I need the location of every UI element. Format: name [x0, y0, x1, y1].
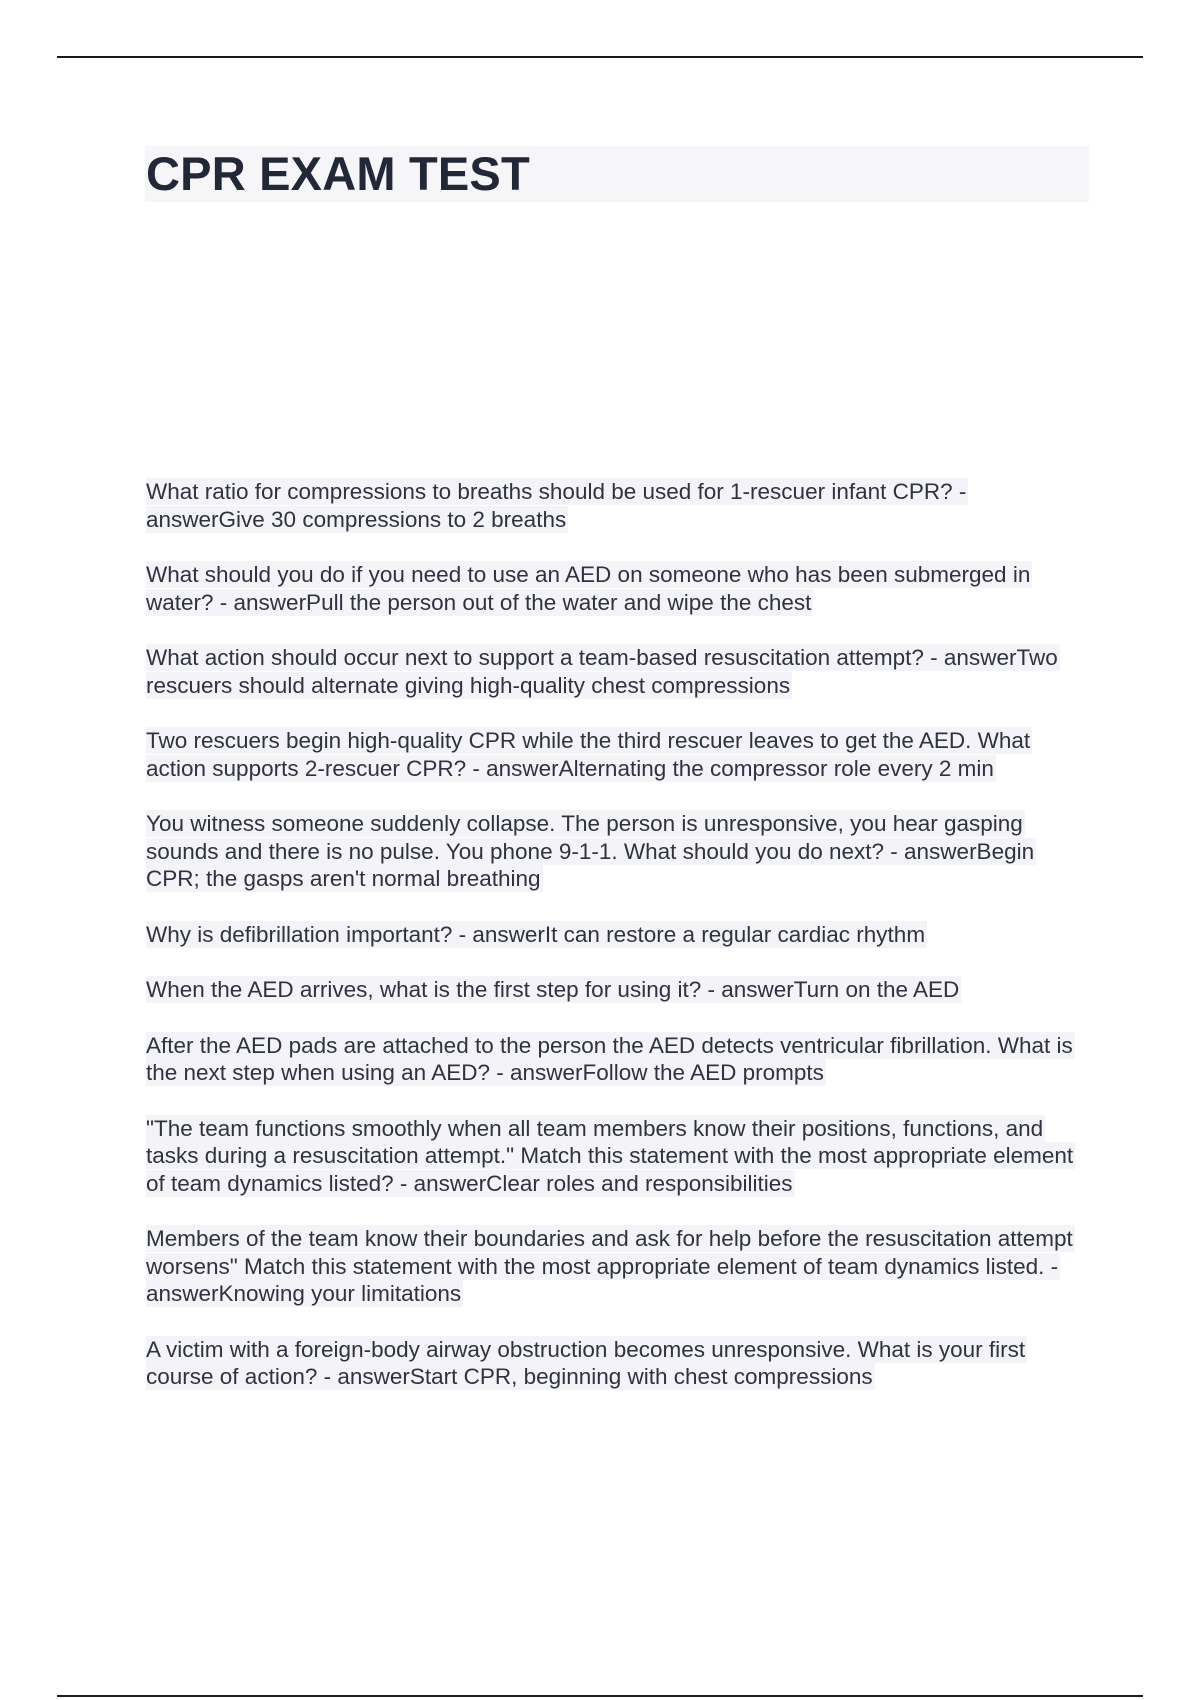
qa-item-4: [146, 727, 1091, 782]
qa-item-5: [146, 810, 1091, 893]
qa-text: What ratio for compressions to breaths should be used for 1-rescuer infant CPR? - answerGive 30 compressions to 2 breaths: [146, 479, 967, 532]
qa-text: What should you do if you need to use an AED on someone who has been submerged in water? - answerPull the person out of the water and wipe the chest: [146, 562, 1031, 615]
qa-text: Why is defibrillation important? - answerIt can restore a regular cardiac rhythm: [146, 921, 926, 947]
qa-item-8: [146, 1032, 1091, 1087]
qa-text: "The team functions smoothly when all team members know their positions, functions, and tasks during a resuscitation attempt." Match this statement with the most appropriate element of team dynamics listed? - answerClear roles and responsibilities: [146, 1115, 1074, 1196]
qa-item-11: [146, 1336, 1091, 1391]
qa-item-1: [146, 478, 1091, 533]
qa-item-10: [146, 1225, 1091, 1308]
qa-text: What action should occur next to support a team-based resuscitation attempt? - answerTwo rescuers should alternate giving high-quality chest compressions: [146, 645, 1058, 698]
qa-item-2: [146, 561, 1091, 616]
bottom-rule: [57, 1695, 1143, 1697]
qa-text: Members of the team know their boundaries and ask for help before the resuscitation attempt worsens" Match this statement with the most appropriate element of team dynamics listed. - answerKnowing your limitations: [146, 1226, 1073, 1306]
qa-item-7: [146, 976, 1091, 1004]
page-title: CPR EXAM TEST: [146, 147, 530, 200]
qa-text: When the AED arrives, what is the first step for using it? - answerTurn on the AED: [146, 977, 960, 1002]
top-rule: [57, 56, 1143, 58]
qa-item-6: [146, 921, 1091, 949]
qa-item-9: [146, 1115, 1091, 1198]
qa-list: [146, 478, 1091, 1419]
qa-text: Two rescuers begin high-quality CPR while the third rescuer leaves to get the AED. What action supports 2-rescuer CPR? - answerAlternating the compressor role every 2 min: [146, 728, 1031, 781]
qa-text: A victim with a foreign-body airway obstruction becomes unresponsive. What is your first course of action? - answerStart CPR, beginning with chest compressions: [146, 1336, 1026, 1389]
qa-text: You witness someone suddenly collapse. The person is unresponsive, you hear gasping sounds and there is no pulse. You phone 9-1-1. What should you do next? - answerBegin CPR; the gasps aren't normal breathing: [146, 811, 1035, 891]
qa-item-3: [146, 644, 1091, 699]
qa-text: After the AED pads are attached to the person the AED detects ventricular fibrillation. What is the next step when using an AED? - answerFollow the AED prompts: [146, 1032, 1073, 1085]
